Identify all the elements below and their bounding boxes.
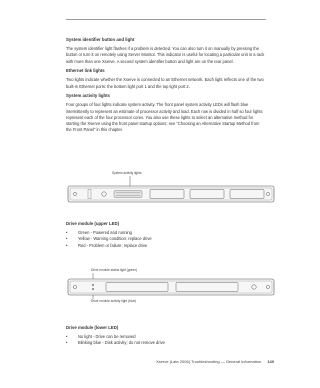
upper-led-heading: Drive module (upper LED): [66, 221, 119, 226]
list-item-text: Blinking blue - Disk activity; do not remove drive: [78, 340, 165, 346]
section-body-ethernet: Two lights indicate whether the Xserve is connected to an Ethernet network. Each light reflects one of the two built-in Ethernet ports: the bottom light port 1 and the top light port 2.: [66, 77, 264, 89]
bullet-icon: •: [66, 242, 68, 248]
lower-led-list: [66, 334, 266, 347]
list-item-text: Yellow - Warning condition; replace drive: [78, 236, 152, 242]
drive-module-illustration: [66, 265, 276, 315]
bullet-icon: •: [66, 236, 68, 242]
bullet-icon: •: [66, 230, 68, 235]
figure-system-activity: [66, 168, 276, 208]
figure-caption-activity-light: Drive module activity light (blue): [91, 299, 137, 303]
figure-caption-status: Drive module status light (green): [91, 268, 138, 272]
bullet-icon: •: [66, 340, 68, 346]
upper-led-block: [66, 221, 266, 249]
section-body-activity: Four groups of four lights indicate system activity. The front panel system activity LEDs will flash blue intermittently to represent an estimate of processor activity and load. Each row is divided in half so four lights represent each of the four processor cores. You also use these lights to select an alternative method for starting the Xserve using the front panel startup options; see “Choosing an Alternative Startup Method from the Front Panel” in this chapter.: [66, 102, 263, 133]
upper-led-list: [66, 230, 266, 249]
section-body-identifier: The system identifier light flashes if a problem is detected. You can also turn it on manually by pressing the button or turn it on remotely using Server Monitor. This indicator is useful for locating a particular unit in a rack with more than one Xserve. A second system identifier button and light are on the rear panel.: [66, 46, 265, 64]
list-item-text: No light - Drive can be removed: [78, 334, 136, 339]
top-rule: [66, 19, 266, 20]
page-number: 140: [267, 359, 274, 364]
footer-chapter-title: Xserve (Late 2006) Troubleshooting — General Information: [156, 359, 262, 364]
upper-text-block: [66, 37, 266, 137]
xserve-front-panel-illustration: [66, 168, 276, 208]
lower-led-heading: Drive module (lower LED): [66, 325, 119, 330]
page-footer: [156, 359, 274, 364]
section-heading-ethernet: Ethernet link lights: [66, 68, 105, 74]
list-item-text: Green - Powered and running: [78, 230, 132, 235]
lower-led-block: [66, 325, 266, 347]
list-item: [66, 243, 266, 249]
section-heading-activity: System activity lights: [66, 93, 110, 99]
list-item-text: Red - Problem or failure; replace drive: [78, 242, 148, 248]
bullet-icon: •: [66, 334, 68, 339]
list-item: [66, 340, 266, 346]
figure-drive-module: [66, 265, 276, 315]
section-heading-identifier: System identifier button and light: [66, 37, 135, 42]
figure-caption-activity: System activity lights: [112, 171, 142, 175]
